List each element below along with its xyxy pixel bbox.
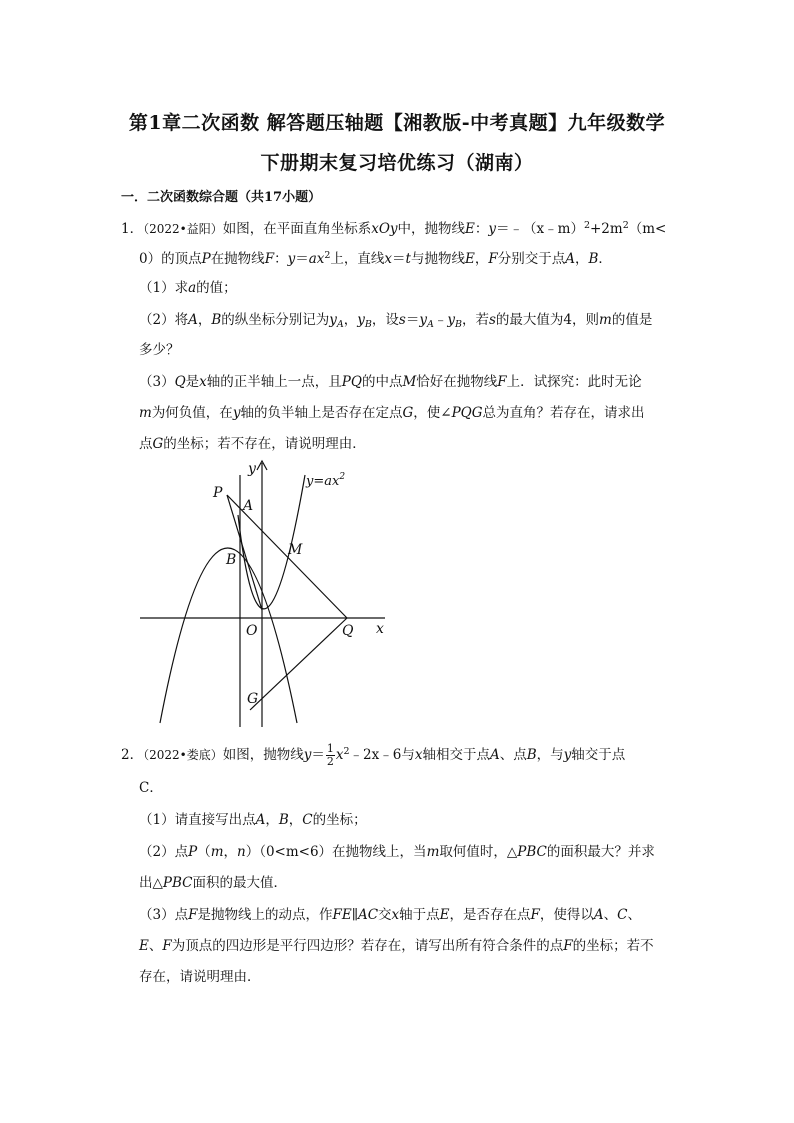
parabola-E (160, 548, 297, 723)
label-y: y (248, 461, 256, 477)
label-P: P (213, 485, 223, 501)
q1-part2-line2: 多少？ (139, 342, 180, 358)
q2-line1: 2．（2022•娄底）如图，抛物线y＝ $\frac{1}{2}$ $x^2﹣2x﹣6$与x轴相交于点A、点B，与y轴交于点 (121, 742, 626, 769)
label-curve: $y=ax^2$ (306, 472, 346, 489)
q1-part1: （1）求a的值； (139, 280, 237, 296)
q2-line2: C． (139, 780, 163, 796)
doc-title-line1: 第1章二次函数 解答题压轴题【湘教版-中考真题】九年级数学 (128, 112, 666, 134)
q1-part3-line2: m为何负值，在y轴的负半轴上是否存在定点G，使∠PQG总为直角？若存在，请求出 (139, 405, 645, 421)
q1-part2-line1: （2）将A，B的纵坐标分别记为$y_A$，$y_B$，设$s=y_A﹣y_B$，若s的最大值为4，则m的值是 (139, 312, 653, 330)
q2-part2-line1: （2）点P（m，n）（0<m<6）在抛物线上，当m取何值时，△PBC的面积最大？并求 (139, 844, 655, 860)
label-G: G (247, 691, 259, 707)
q1-line2: 0）的顶点P在抛物线F：$y=ax^2$上，直线x＝t与抛物线E，F分别交于点A，B． (139, 250, 612, 267)
label-O: O (246, 623, 258, 639)
segment-QG (250, 618, 347, 710)
q1-part3-line1: （3）Q是x轴的正半轴上一点，且PQ的中点M恰好在抛物线F上．试探究：此时无论 (139, 374, 642, 390)
doc-title-line2: 下册期末复习培优练习（湖南） (260, 152, 534, 174)
q2-part3-line2: E、F为顶点的四边形是平行四边形？若存在，请写出所有符合条件的点F的坐标；若不 (139, 938, 654, 954)
parabola-figure (0, 455, 794, 755)
label-A: A (243, 498, 254, 514)
label-Q: Q (342, 623, 354, 639)
q2-part2-line2: 出△PBC面积的最大值． (139, 875, 287, 891)
label-x: x (376, 621, 384, 637)
label-B: B (226, 552, 237, 568)
section-heading: 一．二次函数综合题（共17小题） (121, 190, 322, 205)
q1-line1: 1．（2022•益阳）如图，在平面直角坐标系xOy中，抛物线E：$y=﹣(x﹣m)^2+2m^2(m<$ (121, 220, 667, 237)
q1-part3-line3: 点G的坐标；若不存在，请说明理由． (139, 436, 366, 452)
label-M: M (288, 542, 303, 558)
q2-part3-line1: （3）点F是抛物线上的动点，作FE∥AC交x轴于点E，是否存在点F，使得以A、C、 (139, 907, 641, 923)
q2-part3-line3: 存在，请说明理由． (139, 969, 261, 985)
q2-part1: （1）请直接写出点A，B，C的坐标； (139, 812, 367, 828)
